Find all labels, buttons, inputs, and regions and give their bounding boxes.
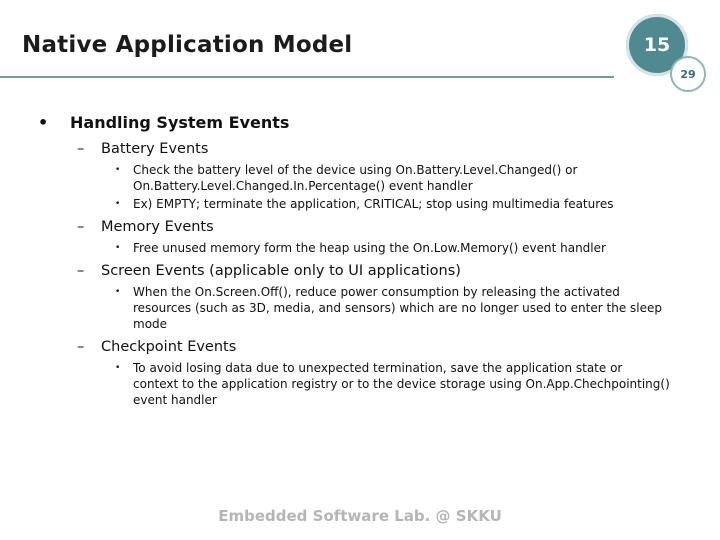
total-pages-badge: 29 (670, 56, 706, 92)
section-battery-events (0, 138, 720, 160)
bullet-icon: • (115, 287, 121, 297)
bullet-icon: • (115, 199, 121, 209)
list-item-text: Ex) EMPTY; terminate the application, CRITICAL; stop using multimedia features (133, 197, 614, 211)
section-title: Battery Events (101, 141, 209, 157)
list-item (0, 360, 720, 408)
dash-bullet-icon: – (77, 339, 85, 355)
list-item-text: Free unused memory form the heap using the On.Low.Memory() event handler (133, 241, 606, 255)
main-heading: Handling System Events (70, 113, 290, 132)
dash-bullet-icon: – (77, 141, 85, 157)
page-number-badge: 15 (626, 14, 688, 76)
bullet-icon: • (115, 243, 121, 253)
bullet-icon: • (115, 363, 121, 373)
bullet-icon: • (38, 113, 49, 132)
dash-bullet-icon: – (77, 263, 85, 279)
section-screen-events (0, 260, 720, 282)
section-checkpoint-events (0, 336, 720, 358)
list-item (0, 284, 720, 332)
list-item (0, 196, 720, 212)
slide-title: Native Application Model (22, 32, 353, 58)
section-memory-events (0, 216, 720, 238)
section-title: Screen Events (applicable only to UI applications) (101, 263, 461, 279)
list-item-text: To avoid losing data due to unexpected termination, save the application state or context to the application registry or to the device storage using On.App.Chechpointing() event handler (133, 361, 670, 407)
section-title: Checkpoint Events (101, 339, 237, 355)
list-item-text: When the On.Screen.Off(), reduce power consumption by releasing the activated resources (such as 3D, media, and sensors) which are no longer used to enter the sleep mode (133, 285, 662, 331)
list-item (0, 162, 720, 194)
list-item-text: Check the battery level of the device using On.Battery.Level.Changed() or On.Battery.Level.Changed.In.Percentage() event handler (133, 163, 578, 193)
section-title: Memory Events (101, 219, 214, 235)
dash-bullet-icon: – (77, 219, 85, 235)
title-underline (0, 76, 614, 78)
list-item (0, 240, 720, 256)
bullet-icon: • (115, 165, 121, 175)
slide-footer: Embedded Software Lab. @ SKKU (218, 507, 502, 525)
slide-content (0, 110, 720, 408)
main-bullet (0, 110, 720, 136)
